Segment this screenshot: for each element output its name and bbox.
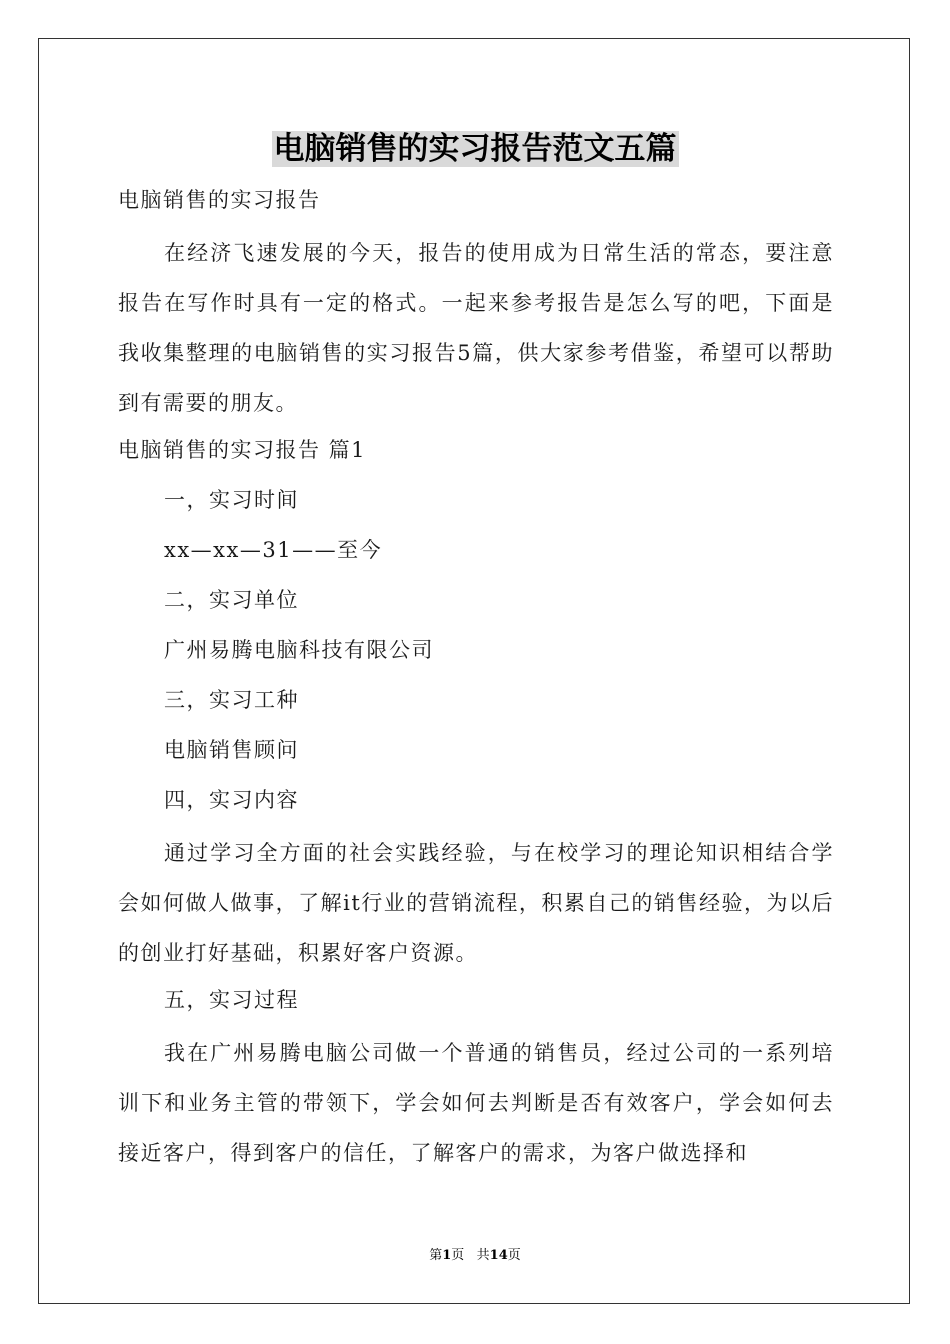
document-subtitle: 电脑销售的实习报告 xyxy=(118,188,321,212)
footer-current-page: 1 xyxy=(442,1248,452,1263)
footer-total-pages: 14 xyxy=(489,1248,508,1263)
heading-job-type: 三，实习工种 xyxy=(164,688,299,712)
footer-mid: 页 共 xyxy=(451,1248,490,1263)
footer-prefix: 第 xyxy=(429,1248,443,1263)
footer-suffix: 页 xyxy=(507,1248,521,1263)
heading-internship-time: 一，实习时间 xyxy=(164,488,299,512)
section-heading: 电脑销售的实习报告 篇1 xyxy=(118,438,367,462)
document-title-text: 电脑销售的实习报告范文五篇 xyxy=(273,131,677,167)
heading-internship-unit: 二，实习单位 xyxy=(164,588,299,612)
job-type-value: 电脑销售顾问 xyxy=(164,738,299,762)
internship-unit-value: 广州易腾电脑科技有限公司 xyxy=(164,638,434,662)
page-footer xyxy=(0,1244,950,1263)
intro-paragraph: 在经济飞速发展的今天，报告的使用成为日常生活的常态，要注意报告在写作时具有一定的格式。一起来参考报告是怎么写的吧，下面是我收集整理的电脑销售的实习报告5篇，供大家参考借鉴，希望可以帮助到有需要的朋友。 xyxy=(118,241,834,415)
heading-internship-process: 五，实习过程 xyxy=(164,988,299,1012)
document-title xyxy=(0,126,950,172)
document-body xyxy=(118,178,834,1178)
heading-internship-content: 四，实习内容 xyxy=(164,788,299,812)
internship-content-paragraph: 通过学习全方面的社会实践经验，与在校学习的理论知识相结合学会如何做人做事，了解it行业的营销流程，积累自己的销售经验，为以后的创业打好基础，积累好客户资源。 xyxy=(118,841,834,965)
internship-process-paragraph: 我在广州易腾电脑公司做一个普通的销售员，经过公司的一系列培训下和业务主管的带领下，学会如何去判断是否有效客户，学会如何去接近客户，得到客户的信任，了解客户的需求，为客户做选择和 xyxy=(118,1041,834,1165)
internship-time-value: xx—xx—31——至今 xyxy=(164,538,383,562)
